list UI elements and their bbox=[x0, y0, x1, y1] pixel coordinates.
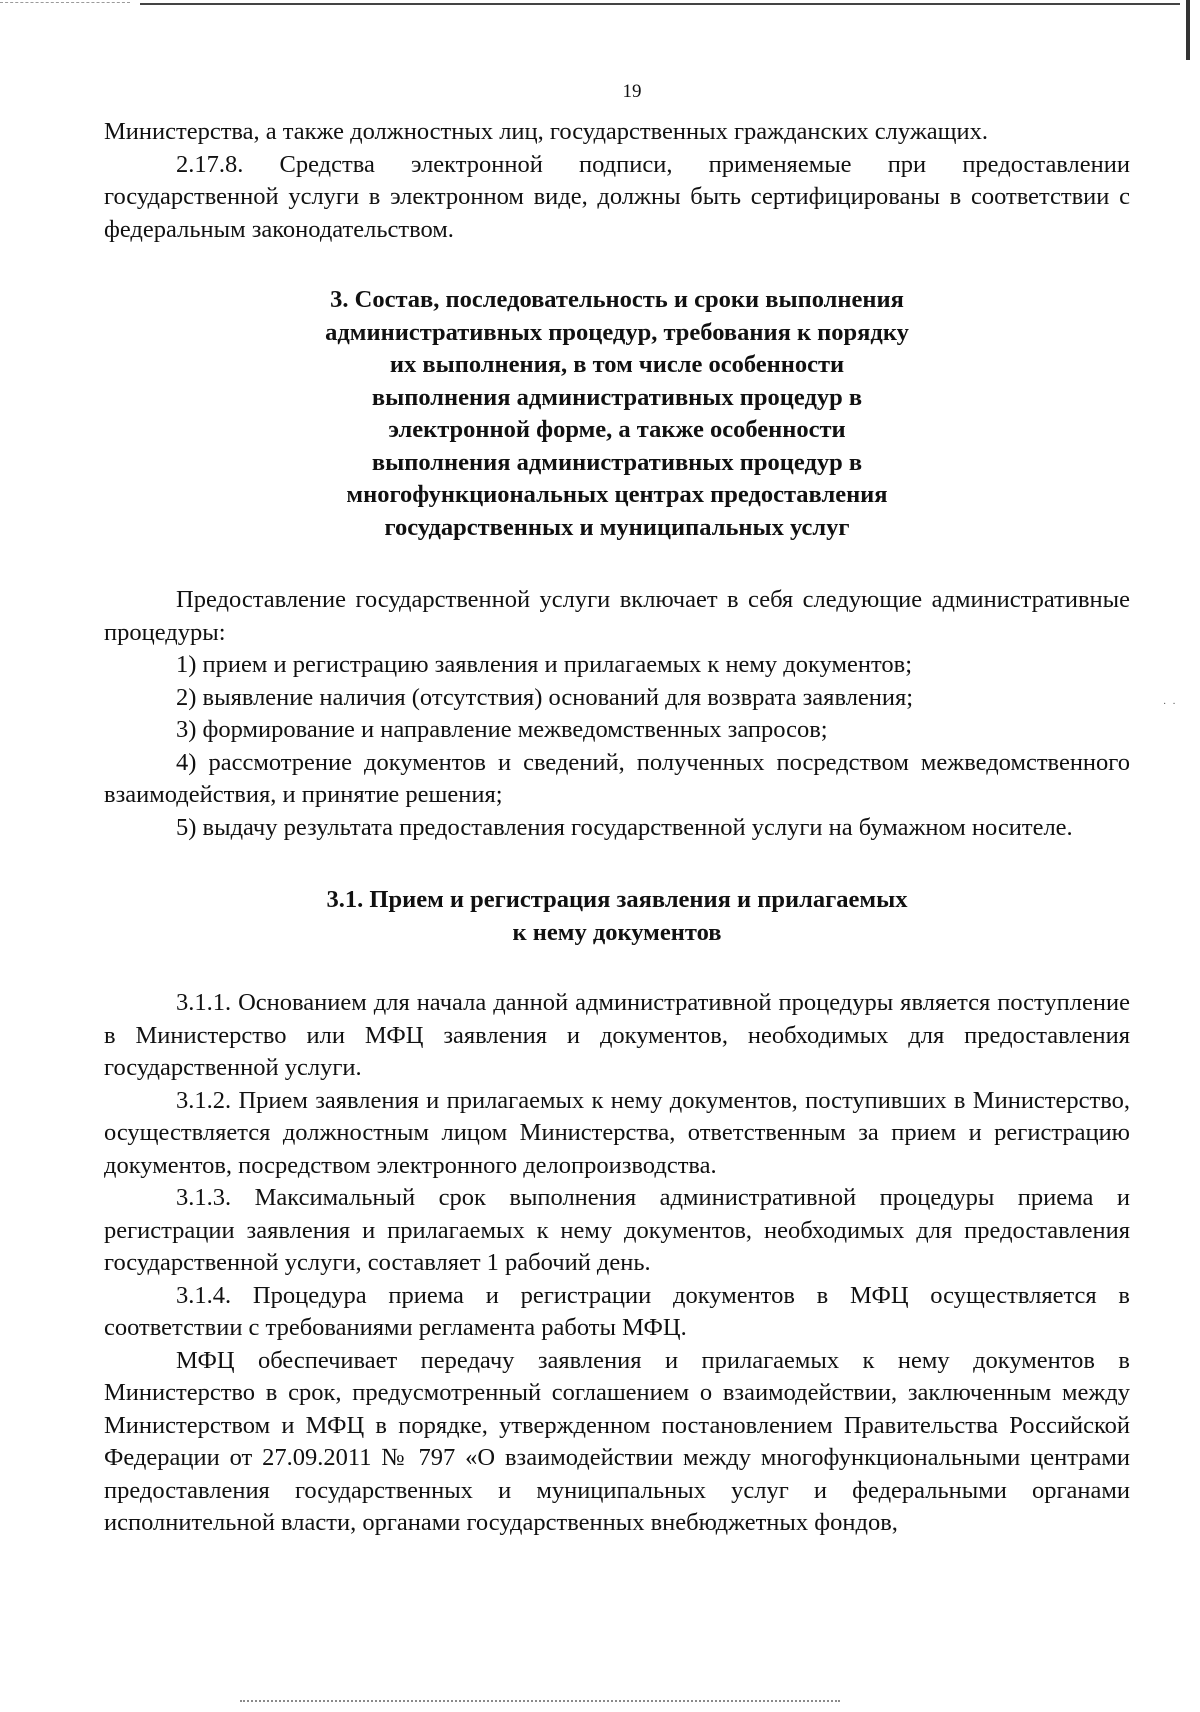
heading-line: многофункциональных центрах предоставления bbox=[346, 481, 888, 508]
page-number: 19 bbox=[622, 81, 642, 102]
section-3-1-heading bbox=[104, 884, 1130, 949]
heading-line: их выполнения, в том числе особенности bbox=[389, 351, 845, 378]
scan-artifact-top-line bbox=[140, 3, 1180, 5]
heading-line: административных процедур, требования к порядку bbox=[325, 318, 909, 346]
scan-artifact-specks: ·· bbox=[1163, 699, 1182, 710]
paragraph-3-1-4: 3.1.4. Процедура приема и регистрации документов в МФЦ осуществляется в соответствии с требованиями регламента работы МФЦ. bbox=[104, 1281, 1130, 1341]
document-page bbox=[104, 80, 1130, 1540]
procedure-list-item: 5) выдачу результата предоставления государственной услуги на бумажном носителе. bbox=[176, 813, 1073, 841]
heading-line: электронной форме, а также особенности bbox=[388, 416, 846, 443]
paragraph-mfc-transfer: МФЦ обеспечивает передачу заявления и прилагаемых к нему документов в Министерство в срок, предусмотренный соглашением о взаимодействии, заключенным между Министерством и МФЦ в порядке, утвержденном постановлением Правительства Российской Федерации от 27.09.2011 № 797 «О взаимодействии между многофункциональными центрами предоставления государственных и муниципальных услуг и федеральными органами исполнительной власти, органами государственных внебюджетных фондов, bbox=[104, 1346, 1130, 1536]
heading-line: 3.1. Прием и регистрация заявления и прилагаемых bbox=[326, 886, 908, 913]
scan-artifact-bottom-line bbox=[240, 1700, 840, 1703]
paragraph-3-1-1: 3.1.1. Основанием для начала данной административной процедуры является поступление в Министерство или МФЦ заявления и документов, необходимых для предоставления государственной услуги. bbox=[104, 989, 1130, 1081]
section-3-heading bbox=[104, 284, 1130, 544]
paragraph-3-1-2: 3.1.2. Прием заявления и прилагаемых к нему документов, поступивших в Министерство, осуществляется должностным лицом Министерства, ответственным за прием и регистрацию документов, посредством электронного делопроизводства. bbox=[104, 1086, 1130, 1179]
heading-line: выполнения административных процедур в bbox=[371, 448, 863, 476]
scan-artifact-right-edge bbox=[1186, 0, 1190, 60]
section-3-intro: Предоставление государственной услуги включает в себя следующие административные процедуры: bbox=[104, 586, 1130, 646]
procedure-list-item: 1) прием и регистрацию заявления и прилагаемых к нему документов; bbox=[176, 651, 913, 678]
paragraph-continuation: Министерства, а также должностных лиц, государственных гражданских служащих. bbox=[104, 118, 988, 145]
heading-line: к нему документов bbox=[512, 918, 722, 946]
scan-artifact-top-dash bbox=[0, 2, 130, 4]
heading-line: выполнения административных процедур в bbox=[371, 383, 863, 411]
procedure-list-item: 3) формирование и направление межведомственных запросов; bbox=[176, 716, 828, 743]
paragraph-2-17-8: 2.17.8. Средства электронной подписи, применяемые при предоставлении государственной услуги в электронном виде, должны быть сертифицированы в соответствии с федеральным законодательством. bbox=[104, 150, 1130, 243]
heading-line: государственных и муниципальных услуг bbox=[384, 513, 850, 541]
paragraph-3-1-3: 3.1.3. Максимальный срок выполнения административной процедуры приема и регистрации заявления и прилагаемых к нему документов, необходимых для предоставления государственной услуги, составляет 1 рабочий день. bbox=[104, 1184, 1130, 1276]
heading-line: 3. Состав, последовательность и сроки выполнения bbox=[330, 286, 904, 313]
procedure-list-item: 4) рассмотрение документов и сведений, полученных посредством межведомственного взаимодействия, и принятие решения; bbox=[104, 748, 1130, 808]
procedure-list-item: 2) выявление наличия (отсутствия) оснований для возврата заявления; bbox=[176, 683, 914, 711]
